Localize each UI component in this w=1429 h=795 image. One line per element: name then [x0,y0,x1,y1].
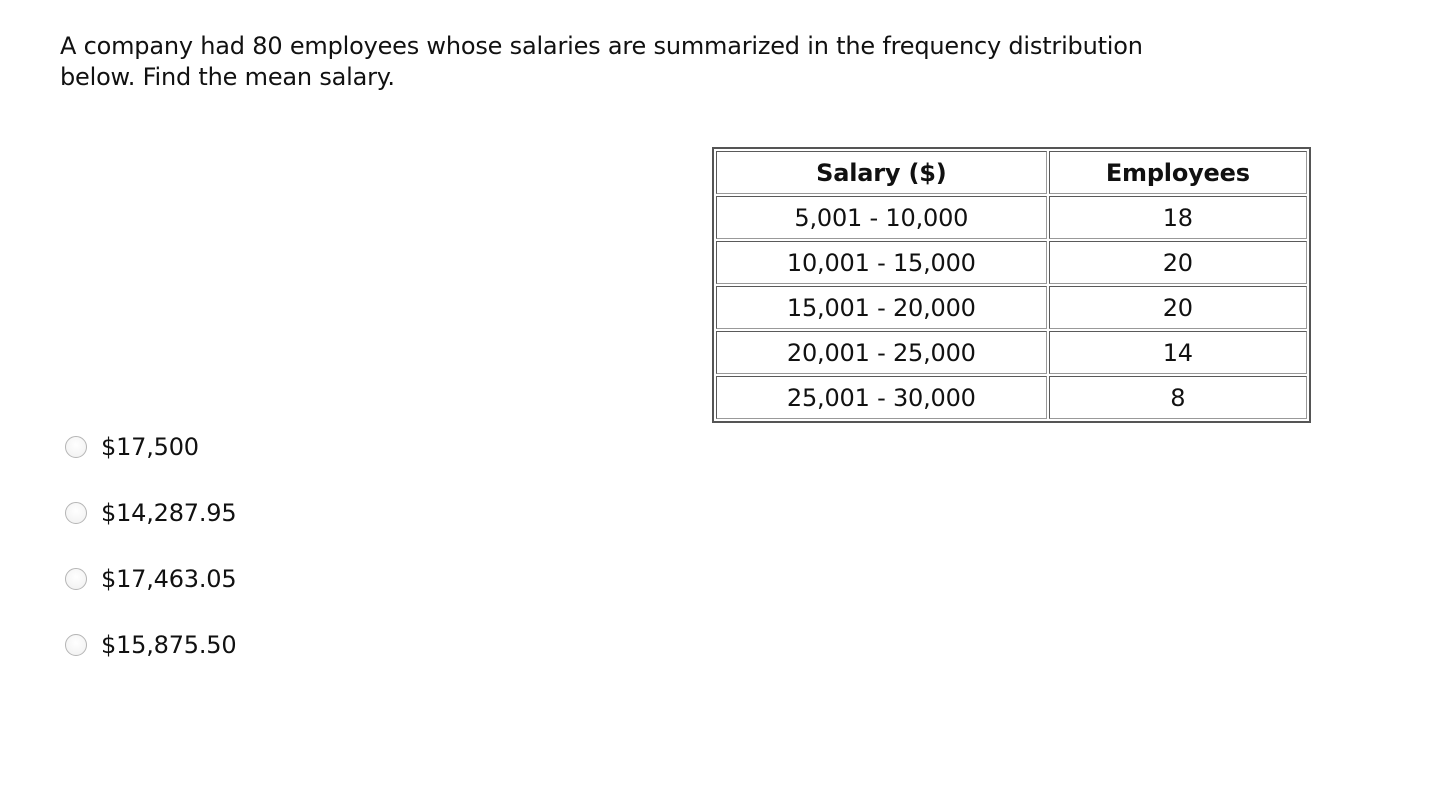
answer-options [65,430,236,694]
salary-range-cell: 5,001 - 10,000 [716,196,1047,239]
answer-option[interactable] [65,628,236,662]
answer-option[interactable] [65,496,236,530]
header-employees: Employees [1049,151,1307,194]
radio-button[interactable] [65,634,87,656]
question-line-1: A company had 80 employees whose salaries are summarized in the frequency distribution [60,32,1143,60]
radio-button[interactable] [65,568,87,590]
table-row [716,196,1307,239]
answer-option-label[interactable]: $17,500 [101,433,199,461]
radio-button[interactable] [65,502,87,524]
header-salary: Salary ($) [716,151,1047,194]
radio-button[interactable] [65,436,87,458]
question-line-2: below. Find the mean salary. [60,63,395,91]
employee-count-cell: 18 [1049,196,1307,239]
table-row [716,241,1307,284]
table-header-row [716,151,1307,194]
answer-option[interactable] [65,562,236,596]
frequency-table [712,147,1311,423]
answer-option-label[interactable]: $15,875.50 [101,631,237,659]
employee-count-cell: 20 [1049,241,1307,284]
employee-count-cell: 8 [1049,376,1307,419]
question-text [60,31,1220,93]
answer-option-label[interactable]: $14,287.95 [101,499,237,527]
employee-count-cell: 14 [1049,331,1307,374]
salary-range-cell: 20,001 - 25,000 [716,331,1047,374]
table-row [716,376,1307,419]
salary-range-cell: 25,001 - 30,000 [716,376,1047,419]
table-row [716,331,1307,374]
employee-count-cell: 20 [1049,286,1307,329]
salary-range-cell: 10,001 - 15,000 [716,241,1047,284]
answer-option[interactable] [65,430,236,464]
table-row [716,286,1307,329]
answer-option-label[interactable]: $17,463.05 [101,565,237,593]
salary-range-cell: 15,001 - 20,000 [716,286,1047,329]
